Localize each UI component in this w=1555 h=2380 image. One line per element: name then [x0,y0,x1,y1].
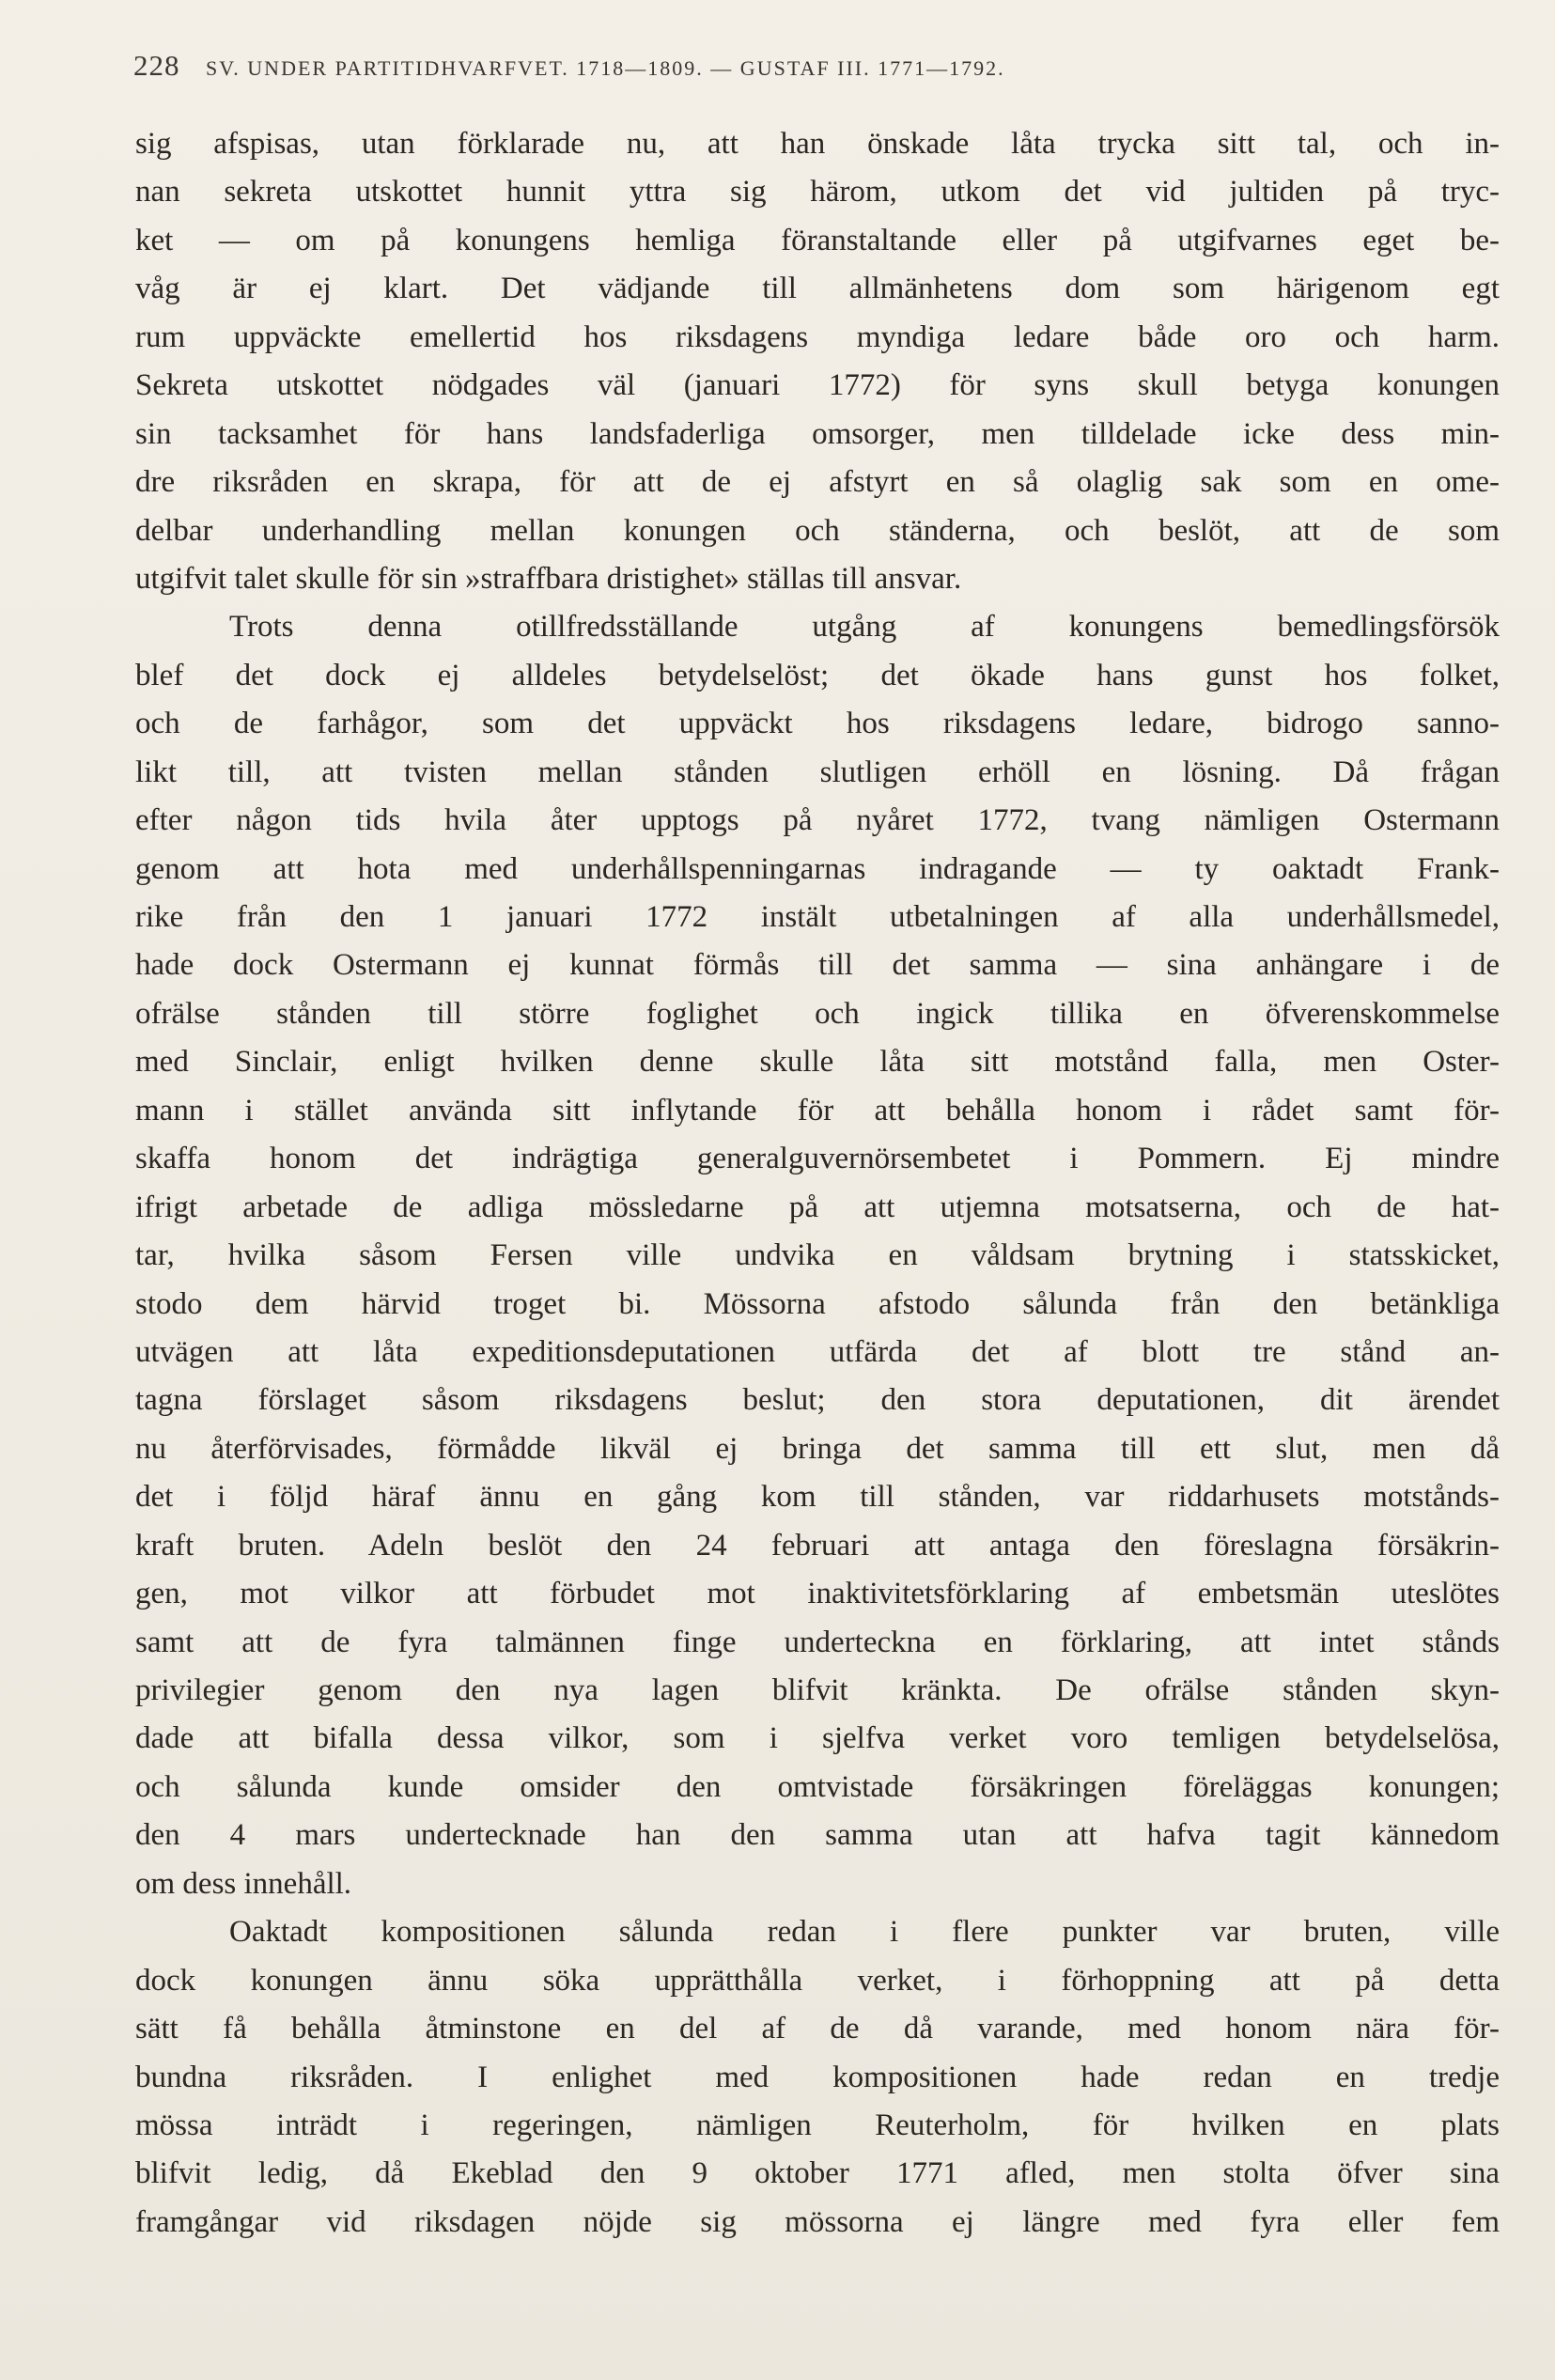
text-line: den 4 mars undertecknade han den samma utan att hafva tagit kännedom [135,1818,1500,1853]
body-text [135,120,1500,2247]
text-line: nan sekreta utskottet hunnit yttra sig härom, utkom det vid jultiden på tryc- [135,175,1500,210]
text-line: våg är ej klart. Det vädjande till allmänhetens dom som härigenom egt [135,272,1500,306]
text-line: och sålunda kunde omsider den omtvistade försäkringen föreläggas konungen; [135,1769,1500,1804]
text-line: dock konungen ännu söka upprätthålla verket, i förhoppning att på detta [135,1963,1500,1998]
text-line: om dess innehåll. [135,1866,352,1901]
text-line: kraft bruten. Adeln beslöt den 24 februari att antaga den föreslagna försäkrin- [135,1528,1500,1563]
text-line: sätt få behålla åtminstone en del af de då varande, med honom nära för- [135,2012,1500,2046]
text-line: likt till, att tvisten mellan stånden slutligen erhöll en lösning. Då frågan [135,754,1500,789]
text-line: utvägen att låta expeditionsdeputationen utfärda det af blott tre stånd an- [135,1334,1500,1369]
text-line: dade att bifalla dessa vilkor, som i sjelfva verket voro temligen betydelselösa, [135,1721,1500,1756]
text-line: mann i stället använda sitt inflytande för att behålla honom i rådet samt för- [135,1093,1500,1128]
text-line: samt att de fyra talmännen finge underteckna en förklaring, att intet stånds [135,1625,1500,1659]
text-line: efter någon tids hvila åter upptogs på nyåret 1772, tvang nämligen Ostermann [135,803,1500,838]
text-line: utgifvit talet skulle för sin »straffbara dristighet» ställas till ansvar. [135,561,962,596]
text-line: sig afspisas, utan förklarade nu, att han önskade låta trycka sitt tal, och in- [135,127,1500,161]
text-line: Oaktadt kompositionen sålunda redan i flere punkter var bruten, ville [229,1915,1500,1950]
text-line: bundna riksråden. I enlighet med kompositionen hade redan en tredje [135,2060,1500,2094]
text-line: skaffa honom det indrägtiga generalguvernörsembetet i Pommern. Ej mindre [135,1142,1500,1176]
text-line: ket — om på konungens hemliga föranstaltande eller på utgifvarnes eget be- [135,223,1500,257]
text-line: Sekreta utskottet nödgades väl (januari 1772) för syns skull betyga konungen [135,368,1500,403]
text-line: och de farhågor, som det uppväckt hos riksdagens ledare, bidrogo sanno- [135,707,1500,741]
text-line: tagna förslaget såsom riksdagens beslut; den stora deputationen, dit ärendet [135,1383,1500,1418]
text-line: framgångar vid riksdagen nöjde sig mössorna ej längre med fyra eller fem [135,2204,1500,2239]
text-line: blifvit ledig, då Ekeblad den 9 oktober 1771 afled, men stolta öfver sina [135,2156,1500,2191]
text-line: mössa inträdt i regeringen, nämligen Reuterholm, för hvilken en plats [135,2108,1500,2142]
text-line: gen, mot vilkor att förbudet mot inaktivitetsförklaring af embetsmän uteslötes [135,1577,1500,1611]
text-line: ifrigt arbetade de adliga mössledarne på att utjemna motsatserna, och de hat- [135,1190,1500,1224]
running-header [133,49,1468,86]
text-line: Trots denna otillfredsställande utgång af konungens bemedlingsförsök [229,610,1500,645]
text-line: delbar underhandling mellan konungen och ständerna, och beslöt, att de som [135,513,1500,548]
text-line: sin tacksamhet för hans landsfaderliga omsorger, men tilldelade icke dess min- [135,416,1500,451]
page-number: 228 [133,49,180,82]
text-line: med Sinclair, enligt hvilken denne skulle låta sitt motstånd falla, men Oster- [135,1045,1500,1080]
running-title: SV. UNDER PARTITIDHVARFVET. 1718—1809. — GUSTAF III. 1771—1792. [206,56,1005,80]
text-line: stodo dem härvid troget bi. Mössorna afstodo sålunda från den betänkliga [135,1286,1500,1321]
text-line: blef det dock ej alldeles betydelselöst; det ökade hans gunst hos folket, [135,658,1500,692]
text-line: nu återförvisades, förmådde likväl ej bringa det samma till ett slut, men då [135,1431,1500,1466]
text-line: privilegier genom den nya lagen blifvit kränkta. De ofrälse stånden skyn- [135,1673,1500,1707]
text-line: rum uppväckte emellertid hos riksdagens myndiga ledare både oro och harm. [135,319,1500,354]
text-line: dre riksråden en skrapa, för att de ej afstyrt en så olaglig sak som en ome- [135,465,1500,500]
text-line: genom att hota med underhållspenningarnas indragande — ty oaktadt Frank- [135,851,1500,886]
text-line: hade dock Ostermann ej kunnat förmås till det samma — sina anhängare i de [135,948,1500,983]
text-line: tar, hvilka såsom Fersen ville undvika en våldsam brytning i statsskicket, [135,1238,1500,1273]
text-line: rike från den 1 januari 1772 instält utbetalningen af alla underhållsmedel, [135,900,1500,934]
text-line: ofrälse stånden till större foglighet och ingick tillika en öfverenskommelse [135,996,1500,1031]
text-line: det i följd häraf ännu en gång kom till stånden, var riddarhusets motstånds- [135,1480,1500,1515]
